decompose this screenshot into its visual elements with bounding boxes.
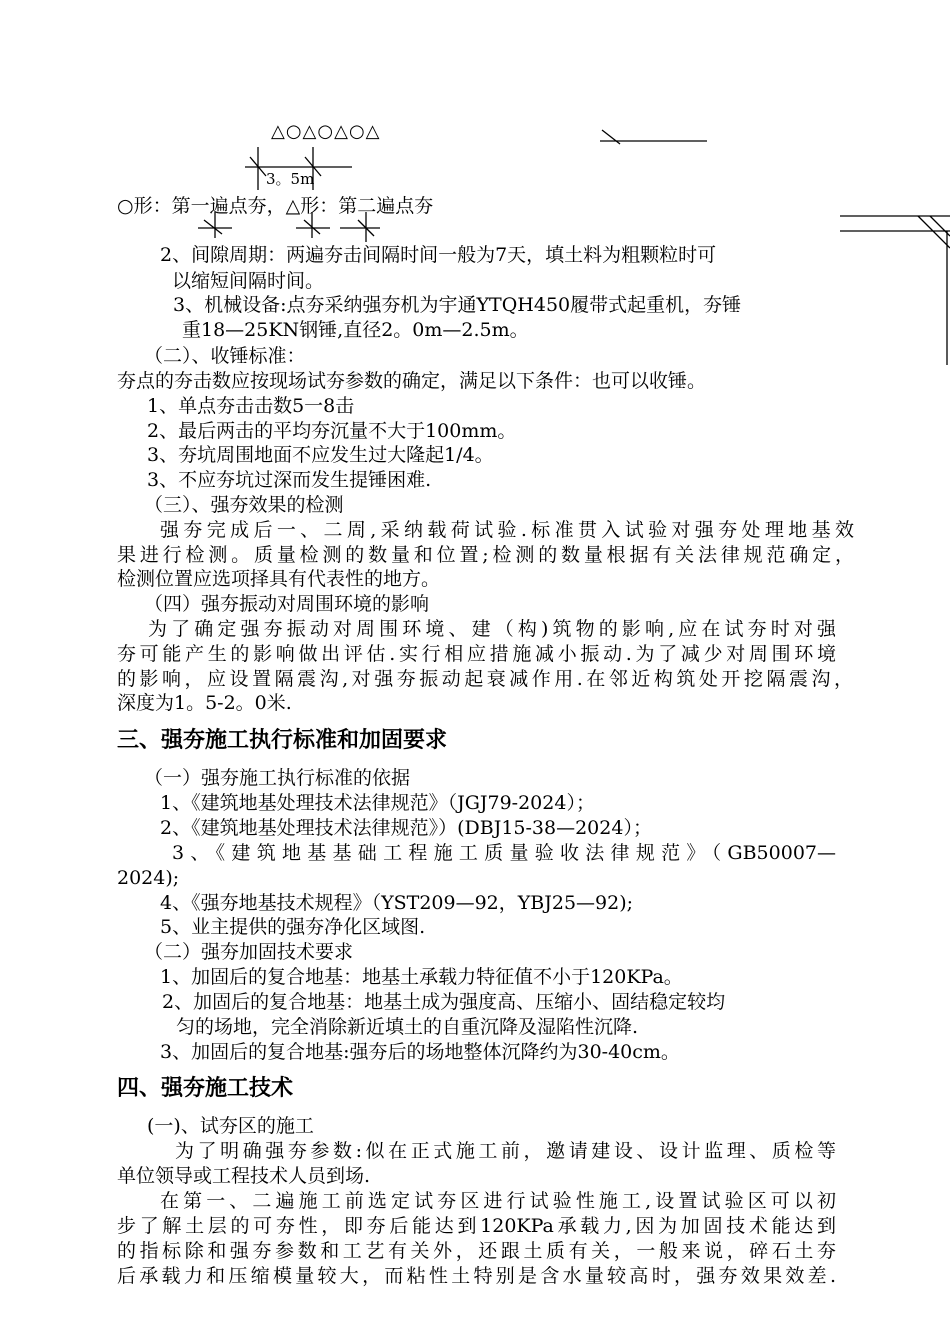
section-title: （二）强夯加固技术要求 — [144, 941, 354, 963]
text-line: 2、间隙周期：两遍夯击间隔时间一般为7天，填土料为粗颗粒时可 — [160, 244, 717, 266]
chapter-heading: 三、强夯施工执行标准和加固要求 — [117, 728, 448, 753]
diagram-symbols: △○△○△○△ — [271, 121, 381, 142]
paragraph-line: 在第一、二遍施工前选定试夯区进行试验性施工,设置试验区可以初 — [160, 1190, 836, 1212]
section-title: (一)、试夯区的施工 — [147, 1115, 314, 1137]
paragraph-line: 深度为1。5-2。0米. — [117, 692, 292, 714]
diagram-spacing-label: 3。5m — [266, 170, 315, 188]
paragraph-line: 检测位置应选项择具有代表性的地方。 — [117, 568, 441, 590]
list-item: 3、加固后的复合地基:强夯后的场地整体沉降约为30-40cm。 — [160, 1041, 680, 1063]
paragraph-line: 夯可能产生的影响做出评估.实行相应措施减小振动.为了减少对周围环境 — [117, 643, 836, 665]
list-item: 2、最后两击的平均夯沉量不大于100mm。 — [147, 420, 517, 442]
section-title: （二）、收锤标准： — [144, 345, 306, 367]
paragraph-line: 的指标除和强夯参数和工艺有关外，还跟土质有关，一般来说，碎石土夯 — [117, 1240, 836, 1262]
section-title: （一）强夯施工执行标准的依据 — [144, 767, 411, 789]
paragraph-line: 为了明确强夯参数:似在正式施工前，邀请建设、设计监理、质检等 — [175, 1140, 836, 1162]
legend-line: ○形：第一遍点夯，△形：第二遍点夯 — [117, 195, 434, 217]
list-item: 3、夯坑周围地面不应发生过大隆起1/4。 — [147, 444, 494, 466]
text-line: 夯点的夯击数应按现场试夯参数的确定，满足以下条件：也可以收锤。 — [117, 370, 707, 392]
list-item: 1、《建筑地基处理技术法律规范》（JGJ79-2024）； — [160, 792, 595, 814]
paragraph-line: 步了解土层的可夯性，即夯后能达到120KPa承载力,因为加固技术能达到 — [117, 1215, 836, 1237]
list-item: 4、《强夯地基技术规程》（YST209—92，YBJ25—92); — [160, 892, 634, 914]
list-item: 2、《建筑地基处理技术法律规范》）(DBJ15-38—2024）； — [160, 817, 652, 839]
list-item: 2、加固后的复合地基：地基土成为强度高、压缩小、固结稳定较均 — [162, 991, 726, 1013]
text-line: 重18—25KN钢锤,直径2。0m—2.5m。 — [182, 319, 529, 341]
list-item: 3、《建筑地基基础工程施工质量验收法律规范》（GB50007— — [172, 842, 836, 864]
paragraph-line: 的影响，应设置隔震沟,对强夯振动起衰减作用.在邻近构筑处开挖隔震沟， — [117, 668, 853, 690]
list-item: 1、单点夯击击数5一8击 — [147, 395, 355, 417]
list-item: 3、不应夯坑过深而发生提锤困难. — [147, 469, 432, 491]
section-title: （三）、强夯效果的检测 — [144, 494, 344, 516]
chapter-heading: 四、强夯施工技术 — [117, 1076, 294, 1101]
section-title: （四）强夯振动对周围环境的影响 — [144, 593, 430, 615]
text-line: 3、机械设备:点夯采纳强夯机为宇通YTQH450履带式起重机，夯锤 — [173, 294, 742, 316]
list-item: 2024); — [117, 867, 180, 889]
paragraph-line: 强夯完成后一、二周,采纳载荷试验.标准贯入试验对强夯处理地基效 — [160, 519, 854, 541]
list-item: 5、业主提供的强夯净化区域图. — [160, 916, 426, 938]
paragraph-line: 为了确定强夯振动对周围环境、建（构)筑物的影响,应在试夯时对强 — [148, 618, 836, 640]
paragraph-line: 后承载力和压缩模量较大，而粘性土特别是含水量较高时，强夯效果效差. — [117, 1265, 836, 1287]
list-item: 1、加固后的复合地基：地基土承载力特征值不小于120KPa。 — [160, 966, 683, 988]
paragraph-line: 单位领导或工程技术人员到场. — [117, 1165, 371, 1187]
text-line: 以缩短间隔时间。 — [172, 270, 325, 292]
list-item: 匀的场地，完全消除新近填土的自重沉降及湿陷性沉降. — [176, 1016, 639, 1038]
paragraph-line: 果进行检测。质量检测的数量和位置;检测的数量根据有关法律规范确定， — [117, 544, 854, 566]
